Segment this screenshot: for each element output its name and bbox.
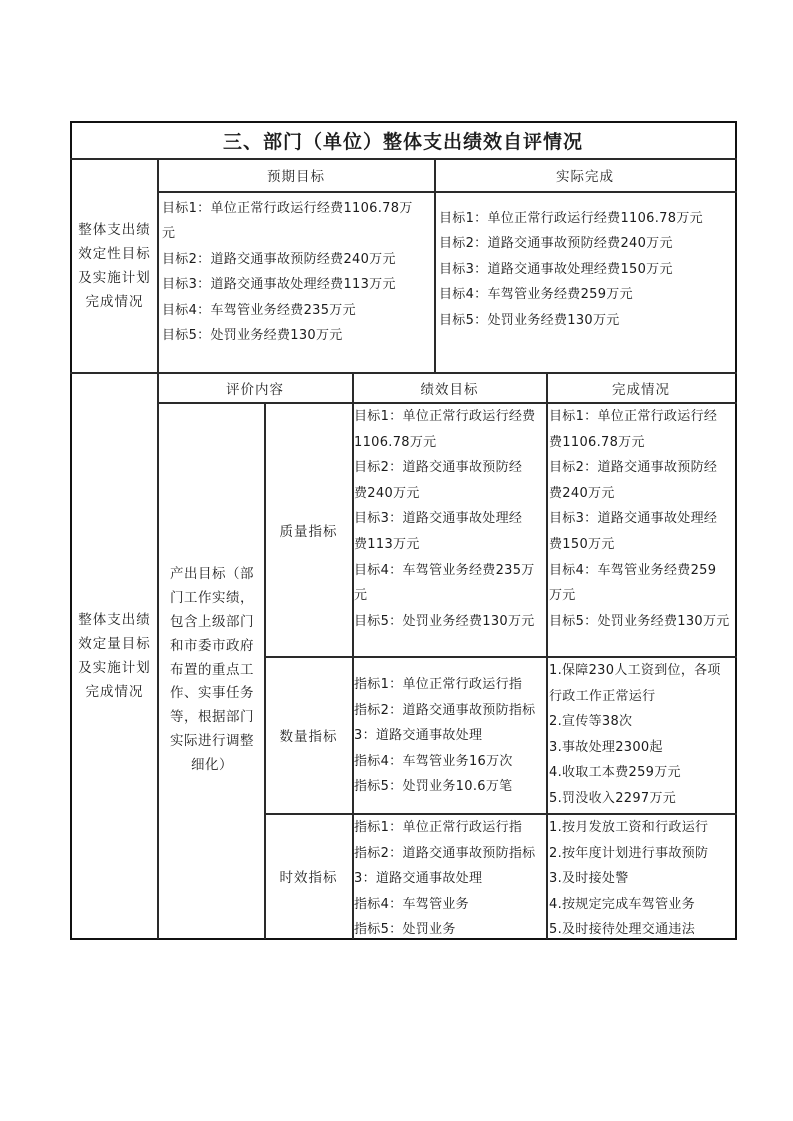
list-item: 指标4：车驾管业务: [354, 896, 469, 912]
quality-indicator-label: 质量指标: [279, 523, 338, 540]
eval-content-header: 评价内容: [226, 381, 284, 398]
timeliness-target-list: [354, 815, 546, 938]
list-item: 目标4：车驾管业务经费235万元: [162, 302, 356, 318]
list-item: 目标3：道路交通事故处理经费150万元: [439, 261, 673, 277]
timeliness-result-list: [549, 815, 735, 938]
list-item: 目标5：处罚业务经费130万元: [162, 328, 343, 344]
list-item: 目标1：单位正常行政运行经费1106.78万元: [439, 211, 703, 226]
list-item: 1.按月发放工资和行政运行: [549, 820, 709, 835]
table-border-right: [735, 121, 737, 940]
list-item: 目标4：车驾管业务经费259万元: [439, 287, 633, 303]
quantity-indicator-label: 数量指标: [279, 729, 338, 745]
list-item: 目标3：道路交通事故处理经: [549, 511, 718, 527]
list-item: 指标4：车驾管业务16万次: [354, 753, 513, 769]
list-item: 行政工作正常运行: [549, 688, 656, 704]
list-item: 费240万元: [354, 485, 420, 501]
list-item: 费240万元: [549, 485, 615, 501]
actual-completion-header: 实际完成: [556, 169, 614, 185]
list-item: 指标2：道路交通事故预防指标: [354, 845, 536, 861]
rule-under-qual-header: [157, 191, 737, 193]
list-item: 万元: [549, 588, 576, 604]
list-item: 1.保障230人工资到位，各项: [549, 663, 721, 678]
quality-result-list: [549, 404, 735, 656]
quantity-target-list: [354, 672, 546, 813]
list-item: 4.收取工本费259万元: [549, 765, 681, 781]
list-item: 目标1：单位正常行政运行经费: [354, 409, 536, 424]
list-item: 4.按规定完成车驾管业务: [549, 896, 696, 912]
quantitative-row-label: 整体支出绩效定量目标及实施计划完成情况: [78, 611, 151, 700]
list-item: 费113万元: [354, 536, 420, 552]
list-item: 费1106.78万元: [549, 434, 645, 450]
rule-label-column: [157, 158, 159, 939]
section-title: 三、部门（单位）整体支出绩效自评情况: [222, 130, 583, 153]
list-item: 目标4：车驾管业务经费259: [549, 562, 717, 578]
list-item: 目标1：单位正常行政运行经费1106.78万: [162, 201, 413, 216]
perf-target-header: 绩效目标: [420, 381, 479, 398]
list-item: 目标2：道路交通事故预防经费240万元: [439, 236, 673, 252]
list-item: 费150万元: [549, 536, 615, 552]
list-item: 5.罚没收入2297万元: [549, 790, 677, 806]
list-item: 目标1：单位正常行政运行经: [549, 409, 718, 424]
expected-target-list: [162, 196, 434, 372]
list-item: 2.宣传等38次: [549, 714, 633, 730]
list-item: 3：道路交通事故处理: [354, 728, 483, 744]
list-item: 目标2：道路交通事故预防经: [549, 460, 718, 476]
quality-target-list: [354, 404, 546, 656]
table-border-bottom: [70, 938, 737, 940]
list-item: 目标3：道路交通事故处理经: [354, 511, 523, 527]
list-item: 指标1：单位正常行政运行指: [354, 677, 523, 692]
list-item: 5.及时接待处理交通违法: [549, 922, 696, 938]
list-item: 目标5：处罚业务经费130万元: [439, 312, 620, 328]
list-item: 目标2：道路交通事故预防经: [354, 460, 523, 476]
list-item: 指标1：单位正常行政运行指: [354, 820, 523, 835]
list-item: 1106.78万元: [354, 434, 437, 450]
list-item: 元: [162, 226, 176, 242]
list-item: 目标2：道路交通事故预防经费240万元: [162, 251, 396, 267]
list-item: 3.及时接处警: [549, 871, 629, 887]
list-item: 元: [354, 588, 368, 604]
rule-target-result: [546, 372, 548, 939]
quantity-result-list: [549, 658, 735, 813]
list-item: 3：道路交通事故处理: [354, 871, 483, 887]
actual-completion-list: [439, 206, 735, 372]
list-item: 指标5：处罚业务10.6万笔: [354, 779, 513, 795]
list-item: 指标5：处罚业务: [354, 922, 456, 938]
list-item: 2.按年度计划进行事故预防: [549, 845, 709, 861]
timeliness-indicator-label: 时效指标: [279, 870, 338, 886]
list-item: 3.事故处理2300起: [549, 739, 663, 755]
qualitative-row-label: 整体支出绩效定性目标及实施计划完成情况: [78, 221, 151, 310]
output-target-label: 产出目标（部门工作实绩，包含上级部门和市委市政府布置的重点工作、实事任务等，根据部门实际进行调整细化）: [170, 566, 254, 773]
list-item: 目标5：处罚业务经费130万元: [549, 613, 730, 629]
list-item: 指标2：道路交通事故预防指标: [354, 702, 536, 718]
list-item: 目标4：车驾管业务经费235万: [354, 562, 535, 578]
expected-target-header: 预期目标: [267, 169, 325, 185]
list-item: 目标3：道路交通事故处理经费113万元: [162, 277, 396, 293]
list-item: 目标5：处罚业务经费130万元: [354, 613, 535, 629]
completion-header: 完成情况: [612, 381, 670, 398]
